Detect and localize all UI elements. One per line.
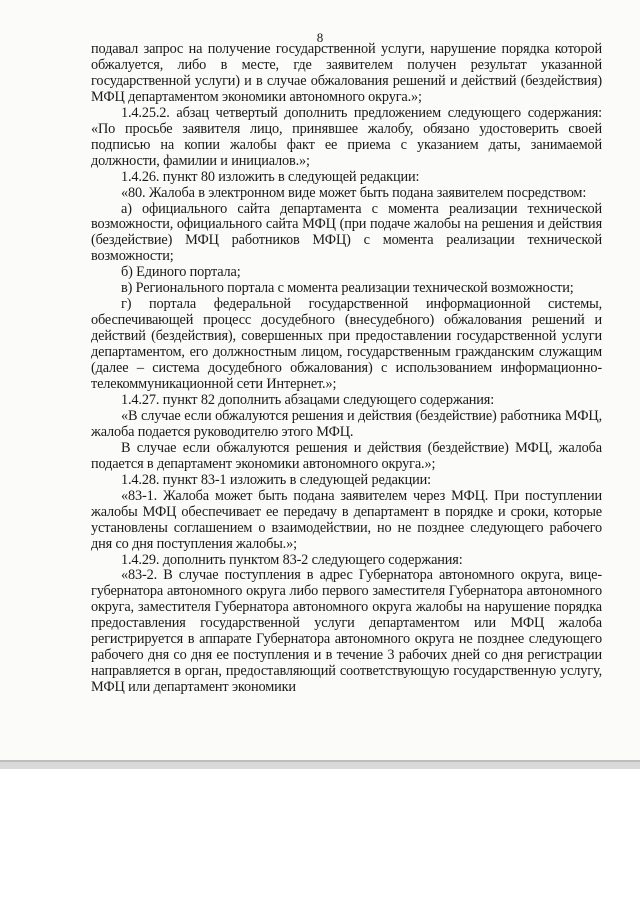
list-item-g: г) портала федеральной государственной информационной системы, обеспечивающей процесс досудебного (внесудебного) обжалования решений и действий (бездействия), совершенных при предоставлении государственной услуги департаментом, его должностным лицом, государственным гражданским служащим (далее – система досудебного обжалования) с использованием информационно-телекоммуникационной сети Интернет.»;	[91, 296, 602, 393]
list-item-b: б) Единого портала;	[121, 264, 241, 281]
paragraph-80: «80. Жалоба в электронном виде может быть подана заявителем посредством:	[121, 184, 587, 201]
paragraph-83-2: «83-2. В случае поступления в адрес Губернатора автономного округа, вице-губернатора автономного округа либо первого заместителя Губернатора автономного округа, заместителя Губернатора автономного округа жалобы на нарушение порядка предоставления государственной услуги департаментом или МФЦ жалоба регистрируется в аппарате Губернатора автономного округа не позднее следующего рабочего дня со дня ее поступления и в течение 3 рабочих дней со дня регистрации направляется в орган, предоставляющий соответствующую государственную услугу, МФЦ или департамент экономики	[91, 567, 602, 696]
blank-area	[0, 769, 640, 905]
paragraph-continuation: подавал запрос на получение государственной услуги, нарушение порядка которой обжалуется, либо в месте, где заявителем получен результат указанной государственной услуги) и в случае обжалования решений и действий (бездействия) МФЦ департаментом экономики автономного округа.»;	[91, 41, 602, 105]
document-body	[91, 42, 602, 696]
paragraph-1-4-28: 1.4.28. пункт 83-1 изложить в следующей редакции:	[121, 471, 431, 488]
paragraph-82-addition-2: В случае если обжалуются решения и действия (бездействие) МФЦ, жалоба подается в департамент экономики автономного округа.»;	[91, 439, 602, 472]
list-item-v: в) Регионального портала с момента реализации технической возможности;	[121, 280, 574, 297]
page-number: 8	[316, 30, 324, 45]
paragraph-1-4-25-2: 1.4.25.2. абзац четвертый дополнить предложением следующего содержания: «По просьбе заявителя лицо, принявшее жалобу, обязано удостоверить своей подписью на копии жалобы факт ее приема с указанием даты, занимаемой должности, фамилии и инициалов.»;	[91, 104, 602, 169]
paragraph-82-addition-1: «В случае если обжалуются решения и действия (бездействие) работника МФЦ, жалоба подается руководителю этого МФЦ.	[91, 407, 602, 440]
paragraph-1-4-26: 1.4.26. пункт 80 изложить в следующей редакции:	[121, 168, 420, 185]
paragraph-83-1: «83-1. Жалоба может быть подана заявителем через МФЦ. При поступлении жалобы МФЦ обеспечивает ее передачу в департамент в порядке и сроки, которые установлены соглашением о взаимодействии, но не позднее следующего рабочего дня со дня поступления жалобы.»;	[91, 487, 602, 552]
list-item-a: а) официального сайта департамента с момента реализации технической возможности, официального сайта МФЦ (при подаче жалобы на решения и действия (бездействие) МФЦ работников МФЦ) с момента реализации технической возможности;	[91, 200, 602, 265]
paragraph-1-4-27: 1.4.27. пункт 82 дополнить абзацами следующего содержания:	[121, 391, 495, 408]
paragraph-1-4-29: 1.4.29. дополнить пунктом 83-2 следующего содержания:	[121, 551, 463, 568]
